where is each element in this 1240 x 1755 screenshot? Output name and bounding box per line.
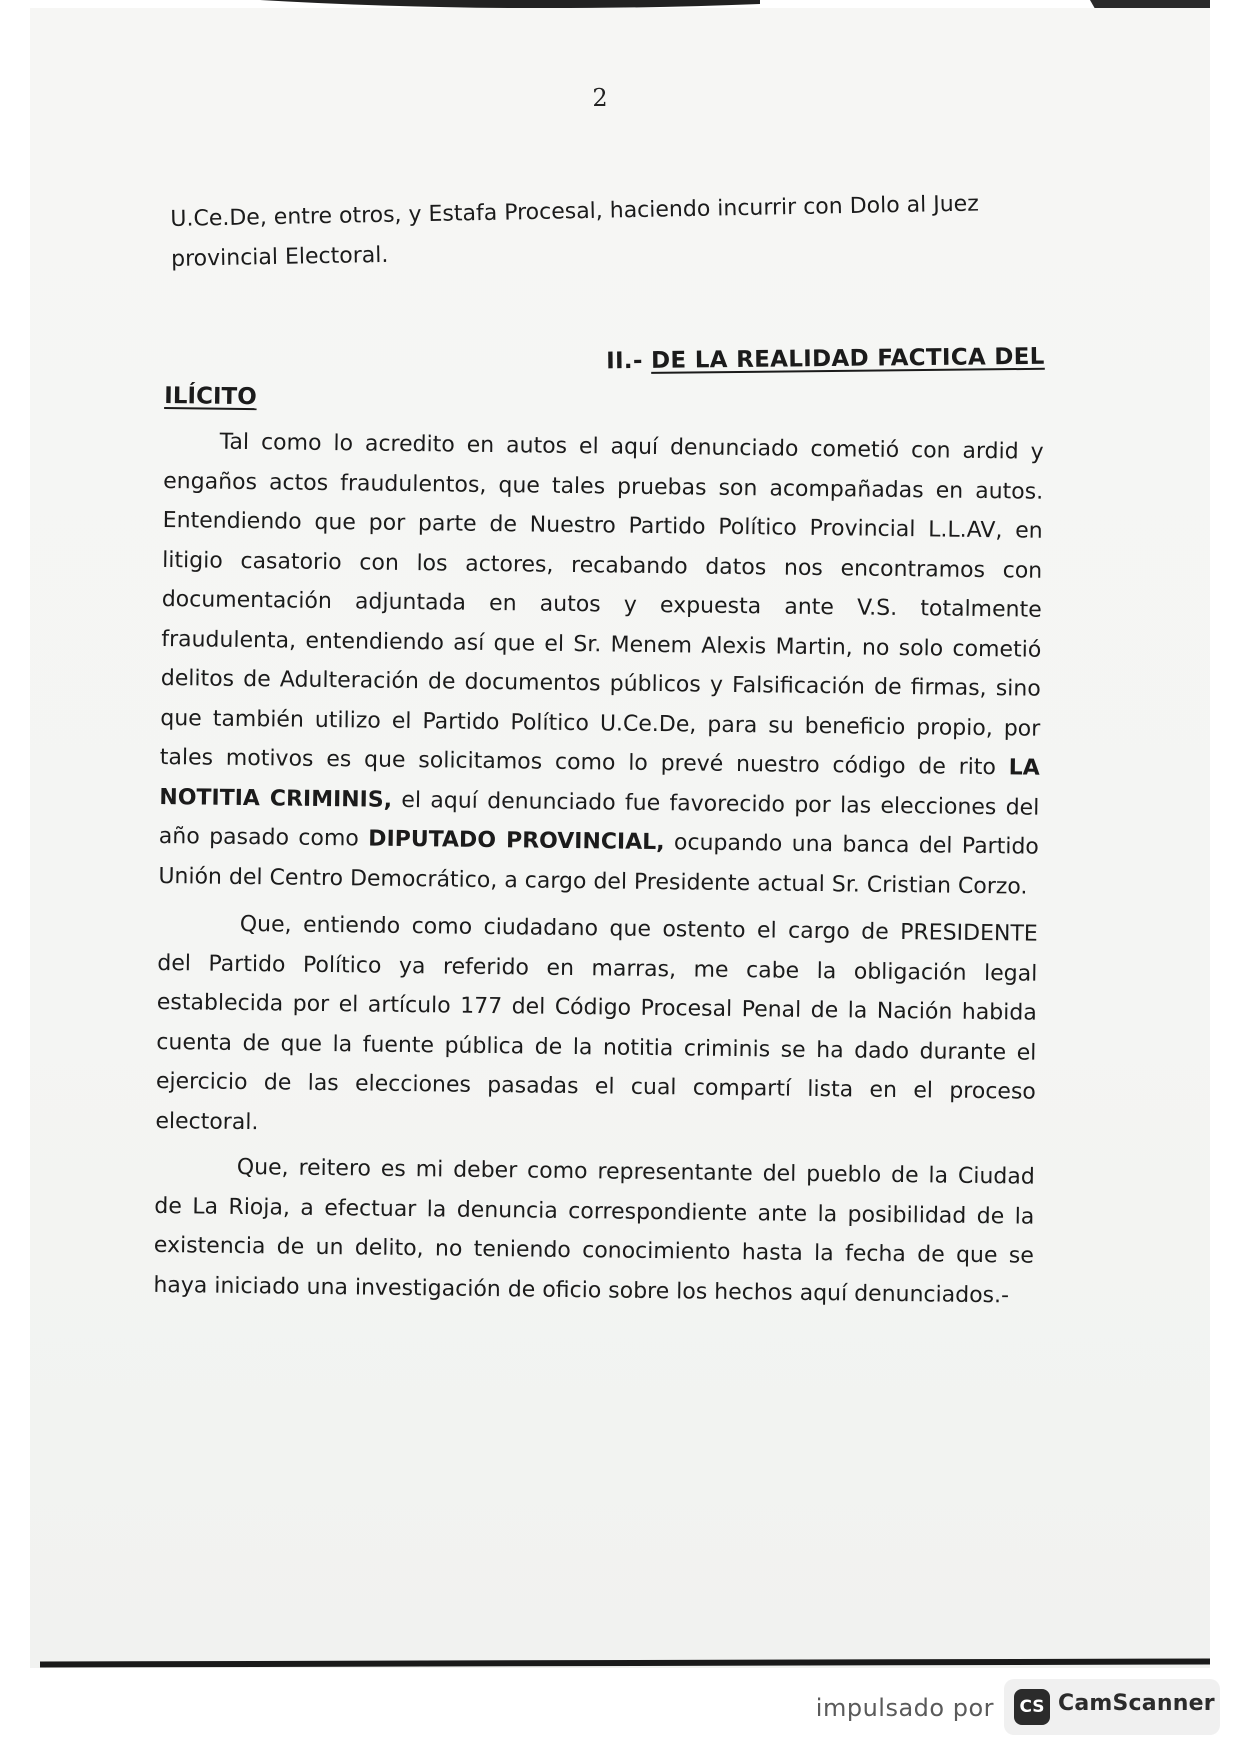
paragraph-1 [158, 422, 1044, 907]
paragraph-1-text-c: ocupando una banca del Partido Unión del Centro Democrático, a cargo del Presidente actual Sr. Cristian Corzo. [158, 830, 1040, 900]
section-heading-prefix: II.- [606, 347, 643, 375]
paragraph-1-bold-notitia: LA NOTITIA CRIMINIS, [159, 755, 1040, 813]
camscanner-badge[interactable] [1004, 1679, 1220, 1735]
camscanner-logo-icon: CS [1014, 1689, 1050, 1725]
opening-paragraph-text: U.Ce.De, entre otros, y Estafa Procesal, haciendo incurrir con Dolo al Juez provincial Electoral. [170, 191, 979, 272]
section-heading [165, 337, 1045, 386]
camscanner-brand-name: CamScanner [1058, 1691, 1215, 1716]
powered-by-label: impulsado por [815, 1694, 994, 1722]
page-number: 2 [592, 84, 608, 112]
paragraph-2: Que, entiendo como ciudadano que ostento el cargo de PRESIDENTE del Partido Político ya referido en marras, me cabe la obligación legal establecida por el artículo 177 del Código Procesal Penal de la Nación habida cuenta de que la fuente pública de la notitia criminis se ha dado durante el ejercicio de las elecciones pasadas el cual compartí lista en el proceso electoral. [155, 911, 1038, 1135]
section-heading-title: DE LA REALIDAD FACTICA DEL [650, 343, 1045, 374]
paragraph-1-text-b: el aquí denunciado fue favorecido por las elecciones del año pasado como [158, 787, 1040, 852]
opening-paragraph [170, 183, 1041, 279]
paragraph-1-bold-diputado: DIPUTADO PROVINCIAL, [368, 826, 665, 856]
paragraph-3: Que, reitero es mi deber como representante del pueblo de la Ciudad de La Rioja, a efectuar la denuncia correspondiente ante la posibilidad de la existencia de un delito, no teniendo conocimiento hasta la fecha de que se haya iniciado una investigación de oficio sobre los hechos aquí denunciados.- [153, 1154, 1035, 1308]
section-heading-continuation: ILÍCITO [164, 382, 257, 411]
paragraph-1-text-a: Tal como lo acredito en autos el aquí denunciado cometió con ardid y engaños actos fraudulentos, que tales pruebas son acompañadas en autos. Entendiendo que por parte de Nuestro Partido Político Provincial L.L.AV, en litigio casatorio con los actores, recabando datos nos encontramos con documentación adjuntada en autos y expuesta ante V.S. totalmente fraudulenta, entendiendo así que el Sr. Menem Alexis Martin, no solo cometió delitos de Adulteración de documentos públicos y Falsificación de firmas, sino que también utilizo el Partido Político U.Ce.De, para su beneficio propio, por tales motivos es que solicitamos como lo prevé nuestro código de rito [159, 429, 1044, 781]
section-realidad-factica [153, 336, 1045, 1316]
